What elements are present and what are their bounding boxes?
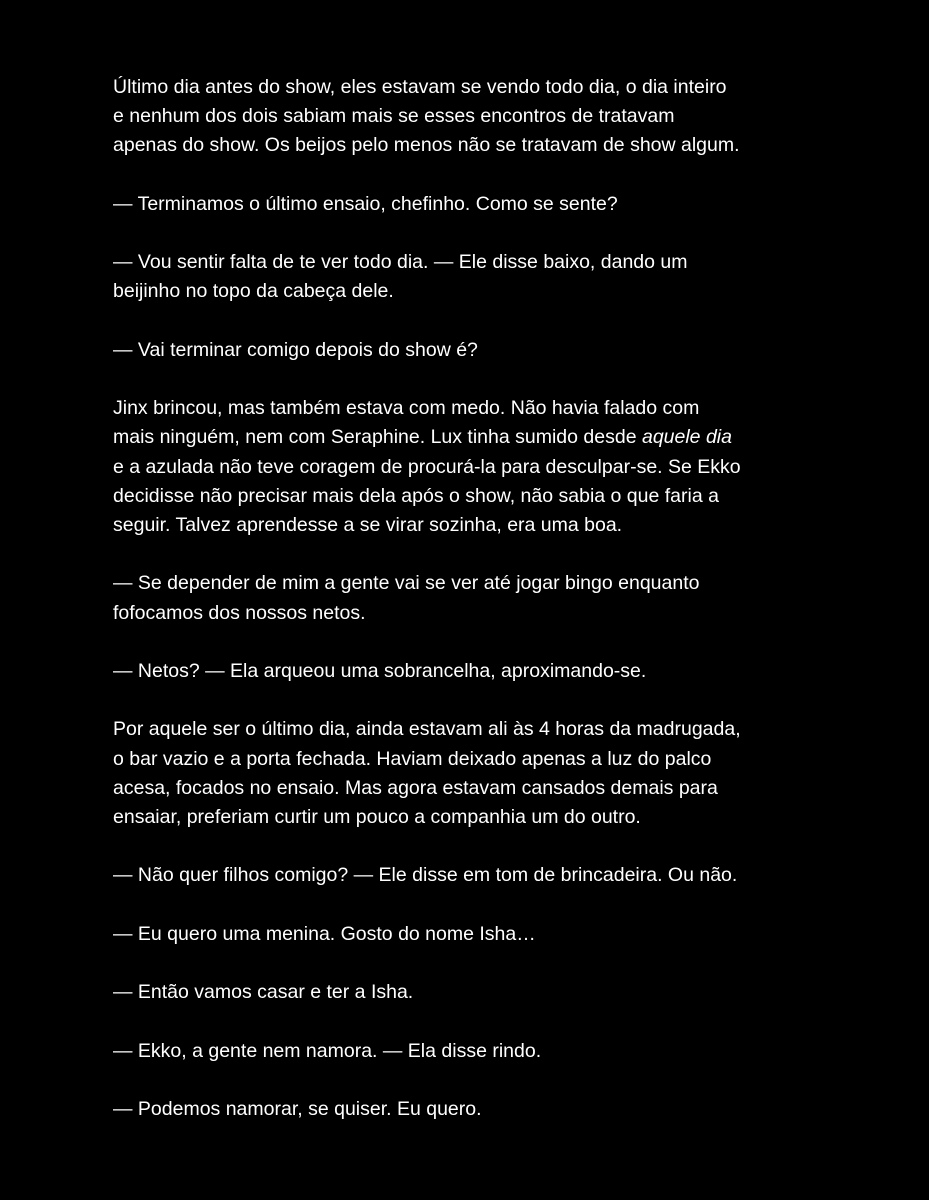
paragraph-12 [113, 1037, 833, 1066]
paragraph-2 [113, 190, 833, 219]
text-line: — Se depender de mim a gente vai se ver até jogar bingo enquanto [113, 572, 700, 595]
text-line: — Ekko, a gente nem namora. — Ela disse rindo. [113, 1039, 542, 1062]
text-segment: mais ninguém, nem com Seraphine. Lux tinha sumido desde [113, 426, 642, 449]
text-line: — Terminamos o último ensaio, chefinho. Como se sente? [113, 192, 618, 215]
paragraph-13 [113, 1095, 833, 1124]
text-line: seguir. Talvez aprendesse a se virar sozinha, era uma boa. [113, 513, 623, 536]
paragraph-6 [113, 569, 833, 627]
paragraph-10 [113, 920, 833, 949]
paragraph-7 [113, 657, 833, 686]
text-line: — Eu quero uma menina. Gosto do nome Isha… [113, 922, 536, 945]
text-line: fofocamos dos nossos netos. [113, 601, 366, 624]
story-text [113, 73, 833, 1153]
text-line: Último dia antes do show, eles estavam se vendo todo dia, o dia inteiro [113, 76, 727, 98]
text-line: e nenhum dos dois sabiam mais se esses encontros de tratavam [113, 105, 675, 128]
text-line: o bar vazio e a porta fechada. Haviam deixado apenas a luz do palco [113, 747, 712, 770]
italic-emphasis: aquele dia [641, 426, 732, 449]
text-line: decidisse não precisar mais dela após o show, não sabia o que faria a [113, 484, 719, 507]
text-line: Jinx brincou, mas também estava com medo. Não havia falado com [113, 397, 700, 420]
text-line: — Vou sentir falta de te ver todo dia. — Ele disse baixo, dando um [113, 251, 688, 274]
paragraph-11 [113, 978, 833, 1007]
paragraph-1 [113, 73, 833, 161]
text-line: beijinho no topo da cabeça dele. [113, 280, 394, 303]
text-line: Por aquele ser o último dia, ainda estavam ali às 4 horas da madrugada, [113, 718, 741, 741]
text-line: — Vai terminar comigo depois do show é? [113, 338, 478, 361]
paragraph-5 [113, 394, 833, 540]
text-line [113, 423, 833, 452]
text-line: apenas do show. Os beijos pelo menos não se tratavam de show algum. [113, 134, 740, 157]
text-line: acesa, focados no ensaio. Mas agora estavam cansados demais para [113, 776, 718, 799]
paragraph-3 [113, 248, 833, 306]
text-line: ensaiar, preferiam curtir um pouco a companhia um do outro. [113, 805, 641, 828]
paragraph-9 [113, 861, 833, 890]
paragraph-4 [113, 336, 833, 365]
text-line: — Netos? — Ela arqueou uma sobrancelha, aproximando-se. [113, 659, 647, 682]
text-line: — Então vamos casar e ter a Isha. [113, 981, 414, 1004]
text-line: — Podemos namorar, se quiser. Eu quero. [113, 1097, 482, 1120]
text-line: — Não quer filhos comigo? — Ele disse em tom de brincadeira. Ou não. [113, 864, 738, 887]
text-line: e a azulada não teve coragem de procurá-la para desculpar-se. Se Ekko [113, 455, 741, 478]
paragraph-8 [113, 715, 833, 832]
